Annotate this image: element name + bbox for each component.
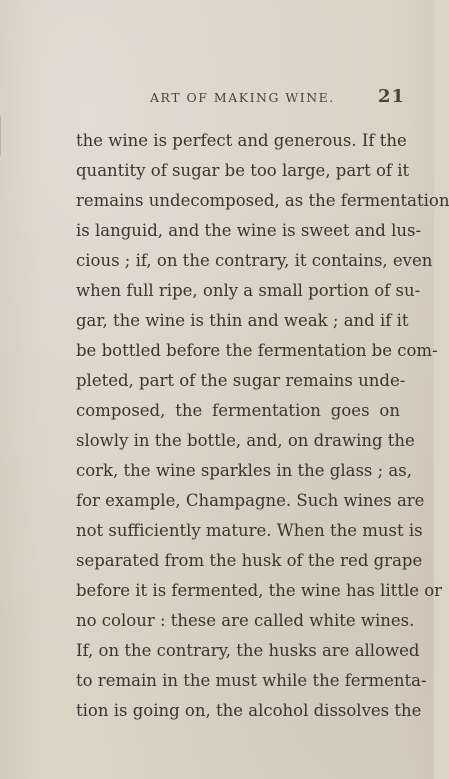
text-line: cork, the wine sparkles in the glass ; as, (76, 461, 412, 480)
text-line: pleted, part of the sugar remains unde- (76, 371, 406, 390)
text-line: when full ripe, only a small portion of su- (76, 281, 421, 300)
text-line: tion is going on, the alcohol dissolves the (76, 701, 422, 720)
text-line: for example, Champagne. Such wines are (76, 491, 425, 510)
text-line: If, on the contrary, the husks are allowed (76, 641, 420, 660)
text-line: quantity of sugar be too large, part of it (76, 161, 410, 180)
text-line: slowly in the bottle, and, on drawing the (76, 431, 415, 450)
text-line: cious ; if, on the contrary, it contains, even (76, 251, 433, 270)
text-line: the wine is perfect and generous. If the (76, 131, 407, 150)
page-number: 21 (378, 86, 406, 107)
text-line: gar, the wine is thin and weak ; and if it (76, 311, 409, 330)
page-header (0, 86, 434, 110)
text-line: remains undecomposed, as the fermentation (76, 191, 449, 210)
text-line: composed, the fermentation goes on (76, 401, 400, 420)
text-line: be bottled before the fermentation be com- (76, 341, 438, 360)
text-line: to remain in the must while the fermenta- (76, 671, 427, 690)
running-head: ART OF MAKING WINE. (150, 90, 335, 105)
text-line: is languid, and the wine is sweet and lus- (76, 221, 422, 240)
text-line: no colour : these are called white wines. (76, 611, 415, 630)
text-line: not sufficiently mature. When the must is (76, 521, 423, 540)
text-line: before it is fermented, the wine has little or (76, 581, 443, 600)
page-fold-mark (0, 115, 21, 165)
text-line: separated from the husk of the red grape (76, 551, 423, 570)
